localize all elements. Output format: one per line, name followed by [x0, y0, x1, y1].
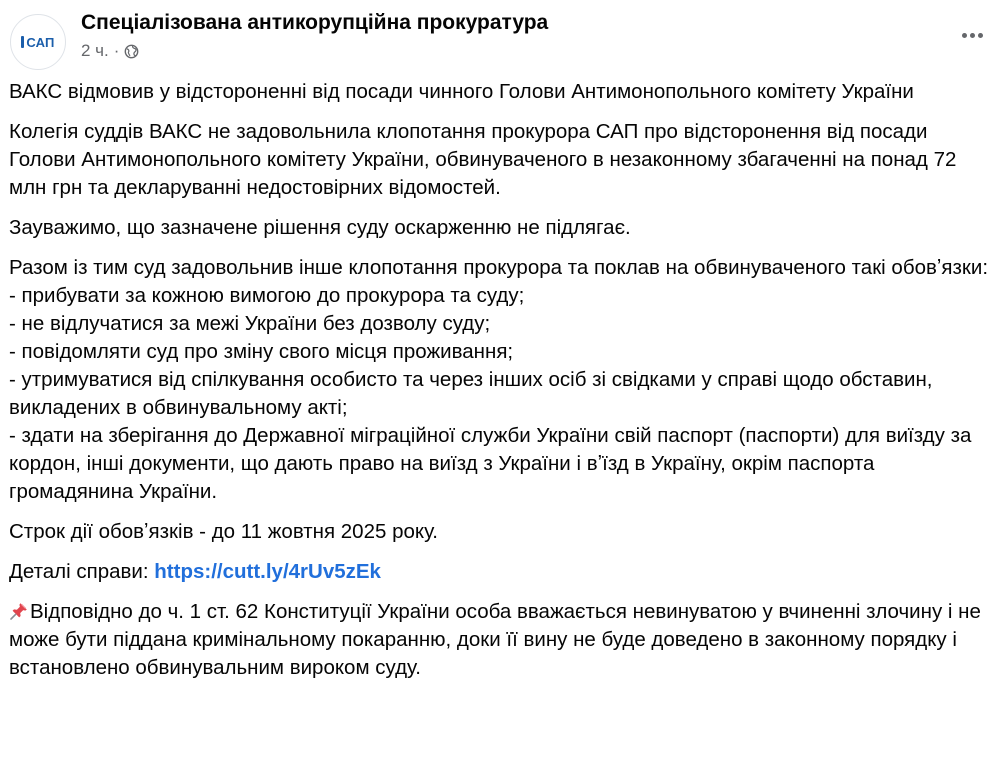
obligations-term: Строк дії обовʼязків - до 11 жовтня 2025 року.	[9, 520, 438, 543]
obligations-block	[9, 254, 991, 506]
obligation-item: - повідомляти суд про зміну свого місця проживання;	[9, 340, 514, 363]
final-note	[9, 598, 991, 682]
case-details	[9, 558, 991, 586]
avatar-logo-text: САП	[26, 34, 55, 50]
meta-separator: ·	[113, 41, 120, 60]
obligation-item: - утримуватися від спілкування особисто та через інших осіб зі свідками у справі щодо обставин, викладених в обвинувальному акті;	[9, 368, 933, 419]
obligation-item: - прибувати за кожною вимогою до прокурора та суду;	[9, 284, 525, 307]
post-body	[9, 78, 991, 694]
page-name-link[interactable]: Спеціалізована антикорупційна прокуратура	[81, 11, 549, 34]
case-details-label: Деталі справи:	[9, 560, 155, 583]
post-meta	[81, 41, 139, 61]
avatar-logo	[21, 35, 54, 50]
pushpin-icon	[9, 601, 29, 621]
obligation-item: - здати на зберігання до Державної міграційної служби України свій паспорт (паспорти) для виїзду за кордон, інші документи, що дають право на виїзд з України і вʼїзд в Україну, окрім паспорта громадянина України.	[9, 424, 972, 503]
post-paragraph: Зауважимо, що зазначене рішення суду оскарженню не підлягає.	[9, 216, 631, 239]
globe-icon[interactable]	[124, 44, 139, 59]
obligations-intro: Разом із тим суд задовольнив інше клопотання прокурора та поклав на обвинуваченого такі обовʼязки:	[9, 256, 989, 279]
post-title: ВАКС відмовив у відстороненні від посади чинного Голови Антимонопольного комітету України	[9, 80, 914, 103]
post-paragraph: Колегія суддів ВАКС не задовольнила клопотання прокурора САП про відсторонення від посади Голови Антимонопольного комітету України, обвинуваченого в незаконному збагаченні на понад 72 млн грн та декларуванні недостовірних відомостей.	[9, 120, 957, 199]
final-note-text: Відповідно до ч. 1 ст. 62 Конституції України особа вважається невинуватою у вчиненні злочину і не може бути піддана кримінальному покаранню, доки її вину не буде доведено в законному порядку і встановлено обвинувальним вироком суду.	[9, 600, 981, 679]
post-timestamp[interactable]: 2 ч.	[81, 41, 109, 60]
page-avatar[interactable]	[10, 14, 66, 70]
more-horizontal-icon	[962, 33, 967, 38]
more-options-button[interactable]	[957, 20, 987, 50]
obligation-item: - не відлучатися за межі України без дозволу суду;	[9, 312, 491, 335]
more-horizontal-icon-dot	[978, 33, 983, 38]
more-horizontal-icon-dot	[970, 33, 975, 38]
avatar-logo-mark	[21, 36, 24, 48]
case-details-link[interactable]: https://cutt.ly/4rUv5zEk	[154, 560, 381, 583]
post-header	[0, 0, 997, 76]
